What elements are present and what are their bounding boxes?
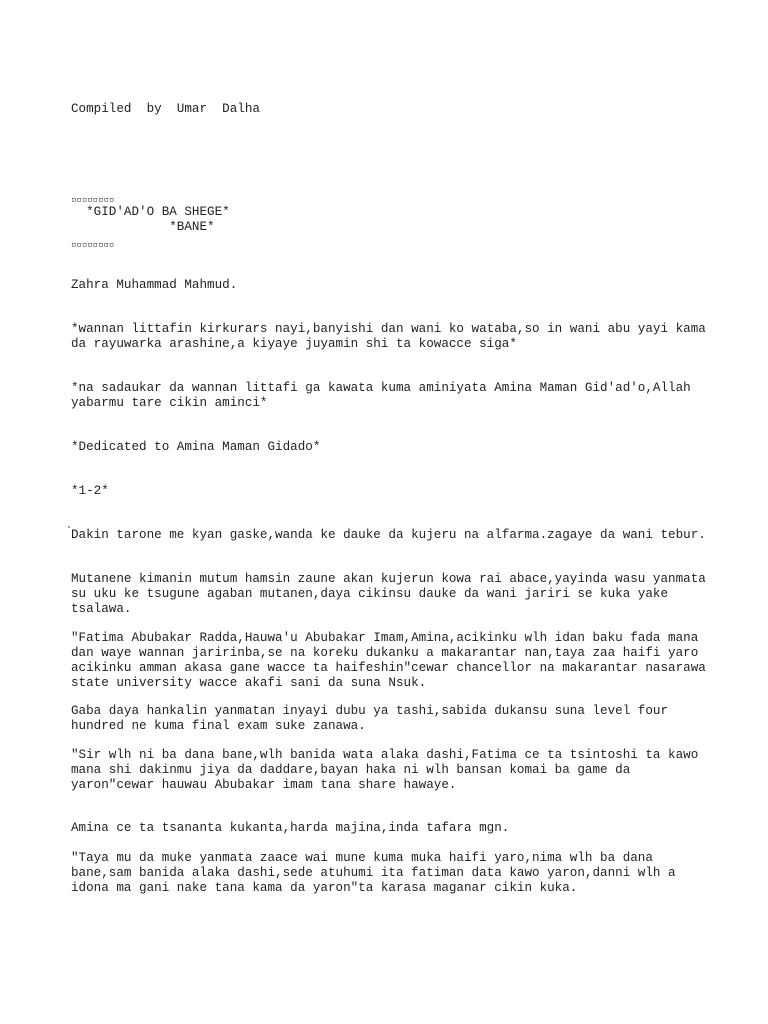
story-paragraph: "Fatima Abubakar Radda,Hauwa'u Abubakar Imam,Amina,acikinku wlh idan baku fada mana dan waye wannan jaririnba,se na koreku dukanku a makarantar nan,taya zaa haifi yaro acikinku amman akasa gane wacce ta haifeshin"cewar chancellor na makarantar nasarawa state university wacce akafi sani da suna Nsuk. xyxy=(71,631,714,690)
intro-disclaimer: *wannan littafin kirkurars nayi,banyishi dan wani ko wataba,so in wani abu yayi kama da rayuwarka arashine,a kiyaye juyamin shi ta kowacce siga* xyxy=(71,322,714,351)
story-paragraph: Gaba daya hankalin yanmatan inyayi dubu ya tashi,sabida dukansu suna level four hundred ne kuma final exam suke zanawa. xyxy=(71,704,676,733)
story-subtitle: *BANE* xyxy=(71,220,215,234)
story-paragraph: "Sir wlh ni ba dana bane,wlh banida wata alaka dashi,Fatima ce ta tsintoshi ta kawo mana shi dakinmu jiya da daddare,bayan haka ni wlh bansan komai ba game da yaron"cewar hauwau Abubakar imam tana share hawaye. xyxy=(71,748,706,792)
decorative-box-row-bottom: ▫▫▫▫▫▫▫▫ xyxy=(71,240,115,250)
compiled-by-line: Compiled by Umar Dalha xyxy=(71,102,260,116)
dedication-line: *Dedicated to Amina Maman Gidado* xyxy=(71,440,321,454)
intro-dedication-note: *na sadaukar da wannan littafi ga kawata kuma aminiyata Amina Maman Gid'ad'o,Allah yabarmu tare cikin aminci* xyxy=(71,381,699,410)
story-paragraph: ̀Dakin tarone me kyan gaske,wanda ke dauke da kujeru na alfarma.zagaye da wani tebur. xyxy=(71,528,706,542)
decorative-box-row-top: ▫▫▫▫▫▫▫▫ xyxy=(71,195,115,205)
story-paragraph: Mutanene kimanin mutum hamsin zaune akan kujerun kowa rai abace,yayinda wasu yanmata su uku ke tsugune agaban mutanen,daya cikinsu dauke da wani jariri se kuka yake tsalawa. xyxy=(71,572,714,616)
author-name: Zahra Muhammad Mahmud. xyxy=(71,278,238,292)
story-title: *GID'AD'O BA SHEGE* xyxy=(71,205,230,219)
chapter-number: *1-2* xyxy=(71,484,109,498)
story-paragraph: "Taya mu da muke yanmata zaace wai mune kuma muka haifi yaro,nima wlh ba dana bane,sam banida alaka dashi,sede atuhumi ita fatiman data kawo yaron,danni wlh a idona ma gani nake tana kama da yaron"ta karasa maganar cikin kuka. xyxy=(71,851,684,895)
story-paragraph: Amina ce ta tsananta kukanta,harda majina,inda tafara mgn. xyxy=(71,821,510,835)
